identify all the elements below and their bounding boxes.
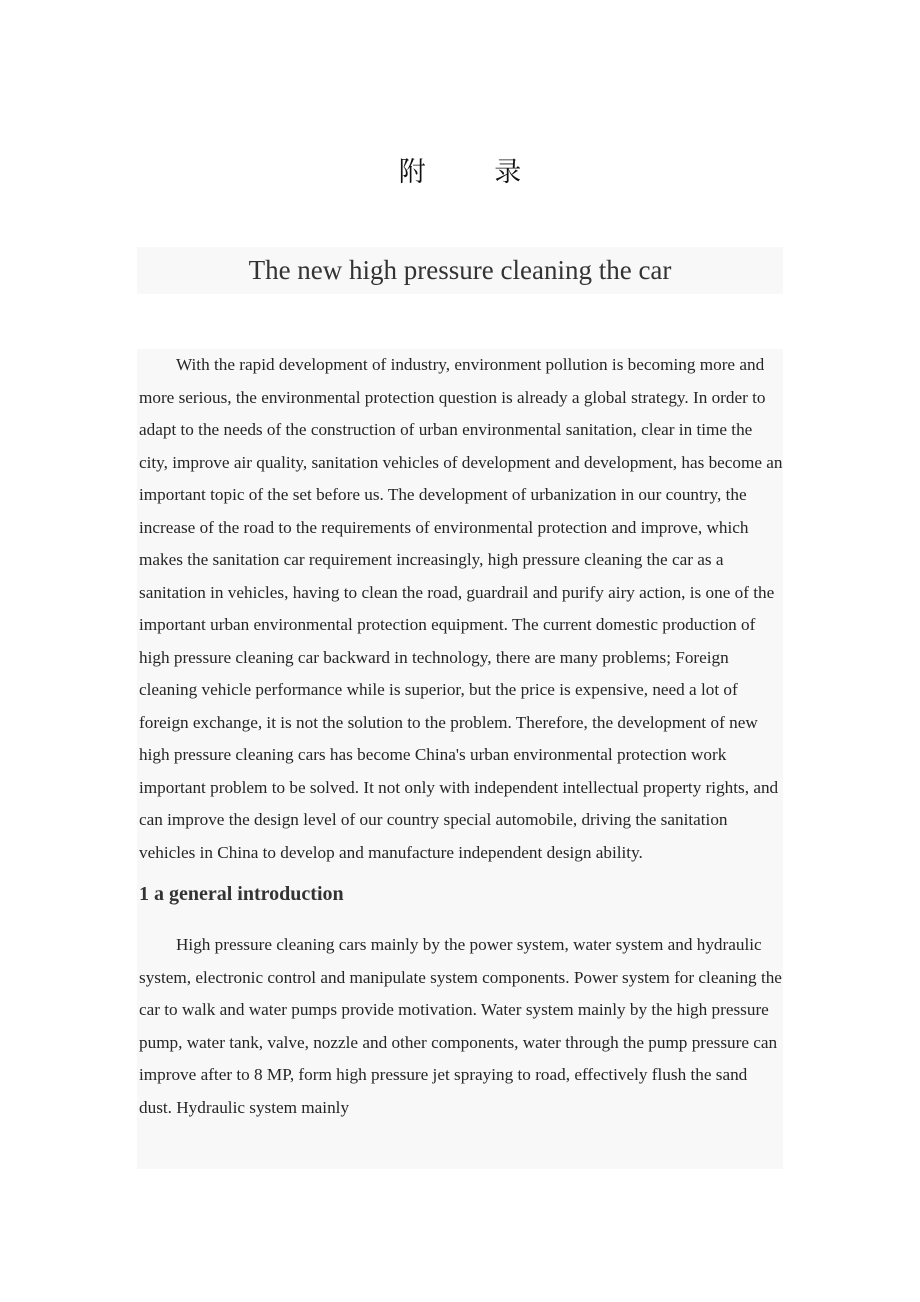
paragraph-intro: With the rapid development of industry, environment pollution is becoming more and more serious, the environmental protection question is already a global strategy. In order to adapt to the needs of the construction of urban environmental sanitation, clear in time the city, improve air quality, sanitation vehicles of development and development, has become an important topic of the set before us. The development of urbanization in our country, the increase of the road to the requirements of environmental protection and improve, which makes the sanitation car requirement increasingly, high pressure cleaning the car as a sanitation in vehicles, having to clean the road, guardrail and purify airy action, is one of the important urban environmental protection equipment. The current domestic production of high pressure cleaning car backward in technology, there are many problems; Foreign cleaning vehicle performance while is superior, but the price is expensive, need a lot of foreign exchange, it is not the solution to the problem. Therefore, the development of new high pressure cleaning cars has become China's urban environmental protection work important problem to be solved. It not only with independent intellectual property rights, and can improve the design level of our country special automobile, driving the sanitation vehicles in China to develop and manufacture independent design ability. <box>139 355 783 862</box>
section-heading: 1 a general introduction <box>139 883 344 905</box>
appendix-heading: 附 录 <box>398 157 552 188</box>
document-title: The new high pressure cleaning the car <box>248 255 672 285</box>
paragraph-systems: High pressure cleaning cars mainly by the power system, water system and hydraulic system, electronic control and manipulate system components. Power system for cleaning the car to walk and water pumps provide motivation. Water system mainly by the high pressure pump, water tank, valve, nozzle and other components, water through the pump pressure can improve after to 8 MP, form high pressure jet spraying to road, effectively flush the sand dust. Hydraulic system mainly <box>139 935 782 1117</box>
document-body <box>139 349 783 1124</box>
